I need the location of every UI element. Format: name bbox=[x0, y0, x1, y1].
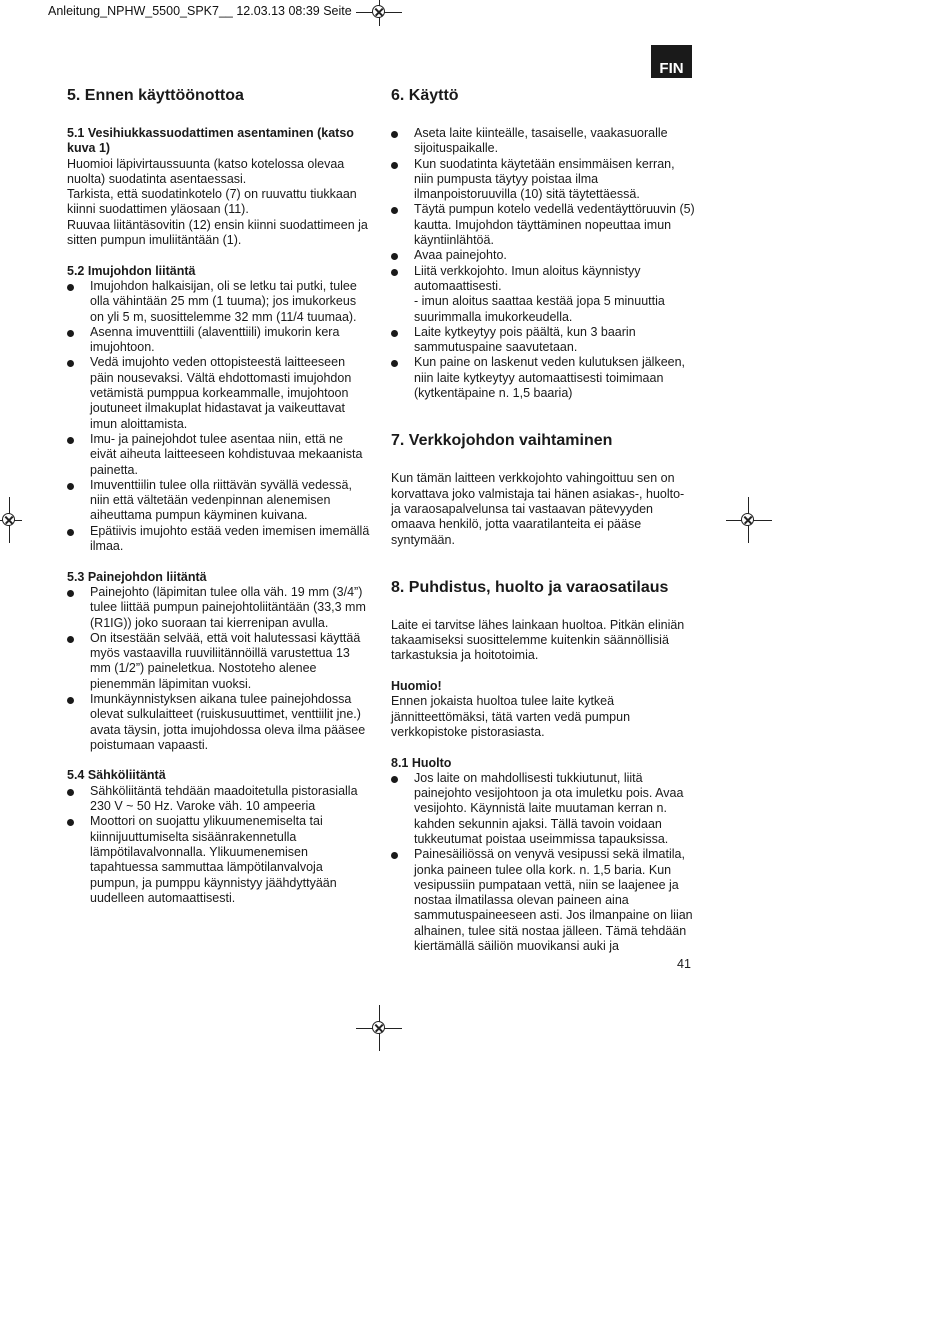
list-item: Asenna imuventtiili (alaventtiili) imukorin kera imujohtoon. bbox=[67, 325, 372, 356]
list-item: Imuventtiilin tulee olla riittävän syvällä vedessä, niin että vältetään vedenpinnan alenemisen aiheuttama pumpun käyminen kuivana. bbox=[67, 478, 372, 524]
section-5-1-text-3: Ruuvaa liitäntäsovitin (12) ensin kiinni suodattimeen ja sitten pumpun imuliitäntään (1). bbox=[67, 217, 368, 248]
section-8-1-list bbox=[391, 771, 696, 955]
language-badge: FIN bbox=[651, 45, 692, 78]
list-item: Täytä pumpun kotelo vedellä vedentäyttöruuvin (5) kautta. Imujohdon täyttäminen nopeuttaa imun käyntiinlähtöä. bbox=[391, 202, 696, 248]
crosshair-icon bbox=[2, 513, 15, 526]
section-7-title: 7. Verkkojohdon vaihtaminen bbox=[391, 432, 613, 450]
list-item: Imunkäynnistyksen aikana tulee painejohdossa olevat sulkulaitteet (ruiskusuuttimet, venttiilit jne.) avata täysin, jotta imujohdossa oleva ilma pääsee poistumaan vapaasti. bbox=[67, 692, 372, 753]
list-item: Jos laite on mahdollisesti tukkiutunut, liitä painejohto vesijohtoon ja ota imuletku pois. Avaa vesijohto. Käynnistä laite muutaman kerran n. kahden sekunnin ajaksi. Tällä tavoin voidaan tukkeutumat poistaa useimmissa tapauksissa. bbox=[391, 771, 696, 847]
list-item: Sähköliitäntä tehdään maadoitetulla pistorasialla 230 V ~ 50 Hz. Varoke väh. 10 ampeeria bbox=[67, 784, 372, 815]
section-5-2-title: 5.2 Imujohdon liitäntä bbox=[67, 263, 196, 278]
note-text: Ennen jokaista huoltoa tulee laite kytkeä jännitteettömäksi, tätä varten vedä pumpun verkkopistoke pistorasiasta. bbox=[391, 694, 631, 739]
note-title: Huomio! bbox=[391, 679, 442, 694]
list-item: Liitä verkkojohto. Imun aloitus käynnistyy automaattisesti. - imun aloitus saattaa kestää jopa 5 minuuttia suurimmalla imukorkeudella. bbox=[391, 264, 696, 325]
section-5-1-title: 5.1 Vesihiukkassuodattimen asentaminen (katso kuva 1) bbox=[67, 126, 354, 156]
list-item: Laite kytkeytyy pois päältä, kun 3 baarin sammutuspaine saavutetaan. bbox=[391, 325, 696, 356]
section-5-4-title: 5.4 Sähköliitäntä bbox=[67, 768, 166, 783]
section-5-title: 5. Ennen käyttöönottoa bbox=[67, 87, 244, 104]
page-number: 41 bbox=[677, 957, 691, 971]
registration-mark-top bbox=[356, 0, 402, 26]
registration-mark-left bbox=[0, 497, 22, 543]
section-6-title: 6. Käyttö bbox=[391, 87, 459, 104]
list-item: Avaa painejohto. bbox=[391, 248, 696, 263]
crosshair-icon bbox=[372, 1021, 385, 1034]
list-item: Moottori on suojattu ylikuumenemiselta tai kiinnijuuttumiselta sisäänrakennetulla lämpötilavalvonnalla. Ylikuumenemisen tapahtuessa sammuttaa lämpötilanvalvoja pumpun, ja pumppu käynnistyy jäähdyttyään uudelleen automaattisesti. bbox=[67, 814, 372, 906]
list-item: Epätiivis imujohto estää veden imemisen imemällä ilmaa. bbox=[67, 524, 372, 555]
list-item: Kun paine on laskenut veden kulutuksen jälkeen, niin laite kytkeytyy automaattisesti toimimaan (kytkentäpaine n. 1,5 baaria) bbox=[391, 355, 696, 401]
registration-mark-bottom bbox=[356, 1005, 402, 1051]
list-item: Painejohto (läpimitan tulee olla väh. 19 mm (3/4”) tulee liittää pumpun painejohtoliitäntään (33,3 mm (R1IG)) joko suoraan tai kierrenipan avulla. bbox=[67, 585, 372, 631]
left-column bbox=[67, 86, 372, 906]
section-6-list bbox=[391, 126, 696, 401]
list-item: Imujohdon halkaisijan, oli se letku tai putki, tulee olla vähintään 25 mm (1 tuuma); jos imukorkeus on yli 5 m, suosittelemme 32 mm (11/4 tuumaa). bbox=[67, 279, 372, 325]
list-item: Aseta laite kiinteälle, tasaiselle, vaakasuoralle sijoituspaikalle. bbox=[391, 126, 696, 157]
list-item: On itsestään selvää, että voit halutessasi käyttää myös vastaavilla ruuviliitännöillä varustettua 13 mm (1/2”) paineletkua. Nostoteho alenee pienemmän läpimitan vuoksi. bbox=[67, 631, 372, 692]
section-8-text: Laite ei tarvitse lähes lainkaan huoltoa. Pitkän eliniän takaamiseksi suosittelemme kuitenkin säännöllisiä tarkastuksia ja hoitotoimia. bbox=[391, 617, 685, 663]
section-5-2-list bbox=[67, 279, 372, 554]
section-8-title: 8. Puhdistus, huolto ja varaosatilaus bbox=[391, 578, 669, 596]
section-5-1-text-2: Tarkista, että suodatinkotelo (7) on ruuvattu tiukkaan kiinni suodattimen yläosaan (11). bbox=[67, 187, 357, 217]
crosshair-icon bbox=[372, 5, 385, 18]
section-5-4-list bbox=[67, 784, 372, 906]
section-5-1-text-1: Huomioi läpivirtaussuunta (katso kotelossa olevaa nuolta) suodatinta asentaessasi. bbox=[67, 156, 345, 186]
list-item: Painesäiliössä on venyvä vesipussi sekä ilmatila, jonka paineen tulee olla kork. n. 1,5 baria. Kun vesipussiin pumpataan vettä, niin se laajenee ja nostaa ilmatilassa olevan paineen aina sammutuspaineeseen asti. Jos ilmanpaine on liian alhainen, tulee sitä nostaa jälleen. Tämä tehdään kiertämällä säiliön muovikansi auki ja bbox=[391, 847, 696, 954]
section-8-1-title: 8.1 Huolto bbox=[391, 755, 452, 770]
list-item: Imu- ja painejohdot tulee asentaa niin, että ne eivät aiheuta laitteeseen kohdistuvaa mekaanista painetta. bbox=[67, 432, 372, 478]
list-item: Vedä imujohto veden ottopisteestä laitteeseen päin nousevaksi. Vältä ehdottomasti imujohdon vetämistä pumppua korkeammalle, imujohtoon joutuneet ilmakuplat hidastavat ja vaikeuttavat imun aloittamista. bbox=[67, 355, 372, 431]
section-5-3-list bbox=[67, 585, 372, 753]
section-5-3-title: 5.3 Painejohdon liitäntä bbox=[67, 569, 207, 584]
right-column bbox=[391, 86, 696, 954]
crosshair-icon bbox=[741, 513, 754, 526]
registration-mark-right bbox=[726, 497, 772, 543]
print-header: Anleitung_NPHW_5500_SPK7__ 12.03.13 08:39 Seite bbox=[48, 4, 352, 18]
list-item: Kun suodatinta käytetään ensimmäisen kerran, niin pumpusta täytyy poistaa ilma ilmanpoistoruuvilla (10) sitä täytettäessä. bbox=[391, 157, 696, 203]
section-7-text: Kun tämän laitteen verkkojohto vahingoittuu sen on korvattava joko valmistaja tai hänen asiakas-, huolto- ja varaosapalvelunsa tai vastaavan pätevyyden omaava henkilö, jotta vaaratilanteita ei pääse syntymään. bbox=[391, 471, 685, 547]
